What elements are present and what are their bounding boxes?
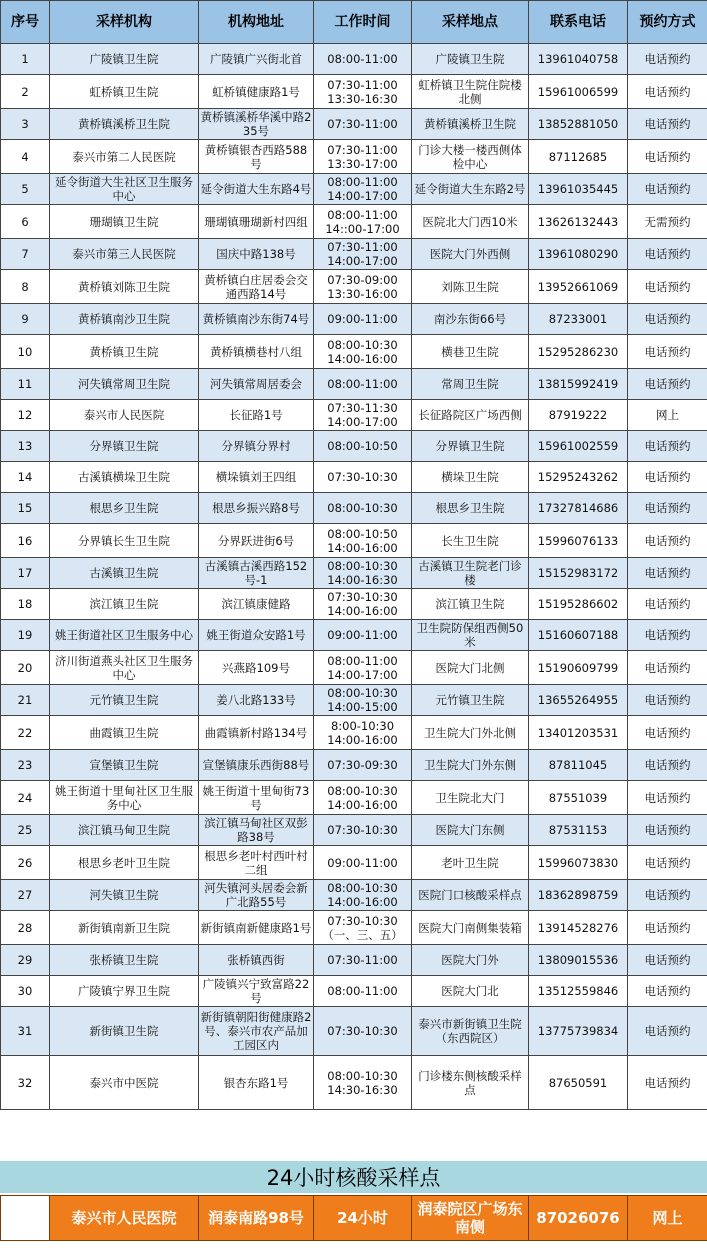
row-hours: 07:30-11:00 [314, 109, 412, 140]
row-hours: 08:00-10:30 [314, 493, 412, 524]
row-place: 横垛卫生院 [412, 462, 529, 493]
row-booking: 电话预约 [628, 911, 707, 945]
row-address: 姜八北路133号 [199, 685, 314, 716]
row-place: 广陵镇卫生院 [412, 44, 529, 75]
row-booking: 电话预约 [628, 1056, 707, 1110]
row-address: 根思乡振兴路8号 [199, 493, 314, 524]
table-row [1, 1056, 707, 1110]
row-phone: 15961002559 [529, 431, 628, 462]
row-no: 13 [1, 431, 50, 462]
row-phone: 13914528276 [529, 911, 628, 945]
row-phone: 15295286230 [529, 335, 628, 369]
table-row [1, 304, 707, 335]
table-row [1, 140, 707, 174]
header-place: 采样地点 [412, 1, 529, 44]
row-place: 医院大门北 [412, 976, 529, 1007]
row-no: 21 [1, 685, 50, 716]
row-phone: 87551039 [529, 781, 628, 815]
row-booking: 电话预约 [628, 174, 707, 205]
table-row [1, 781, 707, 815]
table-row [1, 880, 707, 911]
row-hours: 07:30-11:00 13:30-16:30 [314, 75, 412, 109]
table-body [1, 44, 707, 1110]
row-no: 18 [1, 589, 50, 620]
row-hours: 08:00-10:30 14:00-16:30 [314, 558, 412, 589]
row-place: 滨江镇卫生院 [412, 589, 529, 620]
row-address: 姚王街道十里甸街73号 [199, 781, 314, 815]
row-place: 门诊楼东侧核酸采样点 [412, 1056, 529, 1110]
row-address: 古溪镇古溪西路152号-1 [199, 558, 314, 589]
header-institution: 采样机构 [50, 1, 199, 44]
row-booking: 电话预约 [628, 369, 707, 400]
row-place: 长生卫生院 [412, 524, 529, 558]
table-row [1, 109, 707, 140]
row-hours: 08:00-11:00 14::00-17:00 [314, 205, 412, 239]
row-address: 延令街道大生东路4号 [199, 174, 314, 205]
row-address: 广陵镇广兴街北首 [199, 44, 314, 75]
row-address: 银杏东路1号 [199, 1056, 314, 1110]
row-phone: 15190609799 [529, 651, 628, 685]
row-hours: 07:30-10:30（一、三、五） [314, 911, 412, 945]
row-hours: 07:30-11:30 14:00-17:00 [314, 400, 412, 431]
row-place: 医院北大门西10米 [412, 205, 529, 239]
row-institution: 古溪镇横垛卫生院 [50, 462, 199, 493]
row-institution: 姚王街道十里甸社区卫生服务中心 [50, 781, 199, 815]
row-institution: 泰兴市第二人民医院 [50, 140, 199, 174]
header-hours: 工作时间 [314, 1, 412, 44]
table-row [1, 558, 707, 589]
highlight-row [1, 1196, 707, 1241]
row-address: 曲霞镇新村路134号 [199, 716, 314, 750]
row-booking: 电话预约 [628, 270, 707, 304]
table-row [1, 239, 707, 270]
row-address: 珊瑚镇珊瑚新村四组 [199, 205, 314, 239]
row-hours: 08:00-10:30 14:00-16:00 [314, 335, 412, 369]
row-hours: 09:00-11:00 [314, 304, 412, 335]
row-booking: 无需预约 [628, 205, 707, 239]
row-institution: 广陵镇宁界卫生院 [50, 976, 199, 1007]
row-institution: 延令街道大生社区卫生服务中心 [50, 174, 199, 205]
row-no: 16 [1, 524, 50, 558]
row-phone: 87919222 [529, 400, 628, 431]
row-address: 兴燕路109号 [199, 651, 314, 685]
row-place: 元竹镇卫生院 [412, 685, 529, 716]
row-address: 长征路1号 [199, 400, 314, 431]
row-institution: 泰兴市人民医院 [50, 400, 199, 431]
row-no: 5 [1, 174, 50, 205]
row-hours: 07:30-10:30 [314, 815, 412, 846]
row-institution: 新街镇南新卫生院 [50, 911, 199, 945]
row-place: 常周卫生院 [412, 369, 529, 400]
row-hours: 08:00-11:00 14:00-17:00 [314, 651, 412, 685]
row-hours: 07:30-11:00 13:30-17:00 [314, 140, 412, 174]
row-no: 10 [1, 335, 50, 369]
row-place: 医院大门外西侧 [412, 239, 529, 270]
row-place: 黄桥镇溪桥卫生院 [412, 109, 529, 140]
row-no: 29 [1, 945, 50, 976]
highlight-address: 润泰南路98号 [199, 1196, 314, 1241]
table-row [1, 493, 707, 524]
highlight-table [0, 1195, 707, 1241]
section-title: 24小时核酸采样点 [0, 1161, 707, 1193]
row-no: 31 [1, 1007, 50, 1056]
row-place: 泰兴市新街镇卫生院（东西院区） [412, 1007, 529, 1056]
row-no: 7 [1, 239, 50, 270]
table-row [1, 651, 707, 685]
row-place: 刘陈卫生院 [412, 270, 529, 304]
row-no: 4 [1, 140, 50, 174]
row-booking: 电话预约 [628, 620, 707, 651]
highlight-phone: 87026076 [529, 1196, 628, 1241]
table-row [1, 815, 707, 846]
row-address: 广陵镇兴宁致富路22号 [199, 976, 314, 1007]
row-booking: 电话预约 [628, 589, 707, 620]
row-hours: 07:30-11:00 14:00-17:00 [314, 239, 412, 270]
row-phone: 13961040758 [529, 44, 628, 75]
table-row [1, 846, 707, 880]
row-hours: 09:00-11:00 [314, 846, 412, 880]
row-address: 河失镇常周居委会 [199, 369, 314, 400]
row-phone: 18362898759 [529, 880, 628, 911]
table-row [1, 75, 707, 109]
row-hours: 08:00-11:00 [314, 44, 412, 75]
row-phone: 15152983172 [529, 558, 628, 589]
row-institution: 泰兴市第三人民医院 [50, 239, 199, 270]
row-institution: 古溪镇卫生院 [50, 558, 199, 589]
row-phone: 15160607188 [529, 620, 628, 651]
row-hours: 07:30-09:00 13:30-16:00 [314, 270, 412, 304]
row-phone: 15961006599 [529, 75, 628, 109]
row-institution: 河失镇常周卫生院 [50, 369, 199, 400]
row-address: 根思乡老叶村西叶村二组 [199, 846, 314, 880]
row-address: 黄桥镇南沙东街74号 [199, 304, 314, 335]
row-place: 古溪镇卫生院老门诊楼 [412, 558, 529, 589]
table-row [1, 524, 707, 558]
row-booking: 网上 [628, 400, 707, 431]
row-no: 26 [1, 846, 50, 880]
row-address: 黄桥镇白庄居委会交通西路14号 [199, 270, 314, 304]
row-no: 19 [1, 620, 50, 651]
table-row [1, 431, 707, 462]
row-address: 宣堡镇康乐西街88号 [199, 750, 314, 781]
row-hours: 08:00-11:00 [314, 369, 412, 400]
row-place: 医院大门东侧 [412, 815, 529, 846]
row-institution: 虹桥镇卫生院 [50, 75, 199, 109]
row-booking: 电话预约 [628, 304, 707, 335]
row-booking: 电话预约 [628, 651, 707, 685]
row-place: 虹桥镇卫生院住院楼北侧 [412, 75, 529, 109]
row-institution: 广陵镇卫生院 [50, 44, 199, 75]
row-address: 滨江镇康健路 [199, 589, 314, 620]
row-phone: 17327814686 [529, 493, 628, 524]
header-address: 机构地址 [199, 1, 314, 44]
row-institution: 根思乡卫生院 [50, 493, 199, 524]
row-phone: 87531153 [529, 815, 628, 846]
table-row [1, 716, 707, 750]
row-place: 老叶卫生院 [412, 846, 529, 880]
row-phone: 13961080290 [529, 239, 628, 270]
table-row [1, 270, 707, 304]
row-institution: 滨江镇马甸卫生院 [50, 815, 199, 846]
row-institution: 滨江镇卫生院 [50, 589, 199, 620]
highlight-institution: 泰兴市人民医院 [50, 1196, 199, 1241]
row-booking: 电话预约 [628, 716, 707, 750]
row-booking: 电话预约 [628, 524, 707, 558]
row-address: 滨江镇马甸社区双彭路38号 [199, 815, 314, 846]
row-place: 长征路院区广场西侧 [412, 400, 529, 431]
row-institution: 新街镇卫生院 [50, 1007, 199, 1056]
table-row [1, 44, 707, 75]
row-booking: 电话预约 [628, 781, 707, 815]
row-place: 根思乡卫生院 [412, 493, 529, 524]
row-no: 17 [1, 558, 50, 589]
row-address: 姚王街道众安路1号 [199, 620, 314, 651]
row-institution: 根思乡老叶卫生院 [50, 846, 199, 880]
row-no: 2 [1, 75, 50, 109]
table-row [1, 369, 707, 400]
row-no: 3 [1, 109, 50, 140]
row-phone: 13626132443 [529, 205, 628, 239]
row-place: 南沙东街66号 [412, 304, 529, 335]
row-institution: 姚王街道社区卫生服务中心 [50, 620, 199, 651]
row-place: 医院大门外 [412, 945, 529, 976]
row-no: 8 [1, 270, 50, 304]
row-address: 分界镇分界村 [199, 431, 314, 462]
row-phone: 13775739834 [529, 1007, 628, 1056]
row-no: 1 [1, 44, 50, 75]
row-no: 15 [1, 493, 50, 524]
row-phone: 87811045 [529, 750, 628, 781]
header-no: 序号 [1, 1, 50, 44]
row-place: 卫生院北大门 [412, 781, 529, 815]
row-phone: 15996076133 [529, 524, 628, 558]
row-no: 25 [1, 815, 50, 846]
row-hours: 08:00-10:50 [314, 431, 412, 462]
row-phone: 13852881050 [529, 109, 628, 140]
row-phone: 13512559846 [529, 976, 628, 1007]
row-institution: 元竹镇卫生院 [50, 685, 199, 716]
row-no: 28 [1, 911, 50, 945]
row-phone: 13401203531 [529, 716, 628, 750]
row-phone: 87650591 [529, 1056, 628, 1110]
row-institution: 济川街道燕头社区卫生服务中心 [50, 651, 199, 685]
row-no: 14 [1, 462, 50, 493]
row-hours: 08:00-10:50 14:00-16:00 [314, 524, 412, 558]
table-row [1, 620, 707, 651]
row-booking: 电话预约 [628, 140, 707, 174]
row-phone: 13809015536 [529, 945, 628, 976]
row-booking: 电话预约 [628, 462, 707, 493]
table-row [1, 205, 707, 239]
row-address: 张桥镇西街 [199, 945, 314, 976]
row-institution: 张桥镇卫生院 [50, 945, 199, 976]
row-booking: 电话预约 [628, 558, 707, 589]
row-hours: 08:00-10:30 14:00-16:00 [314, 880, 412, 911]
row-booking: 电话预约 [628, 976, 707, 1007]
row-phone: 15996073830 [529, 846, 628, 880]
row-place: 分界镇卫生院 [412, 431, 529, 462]
row-hours: 07:30-09:30 [314, 750, 412, 781]
table-row [1, 945, 707, 976]
row-place: 卫生院防保组西侧50米 [412, 620, 529, 651]
row-institution: 黄桥镇刘陈卫生院 [50, 270, 199, 304]
row-institution: 曲霞镇卫生院 [50, 716, 199, 750]
table-row [1, 400, 707, 431]
row-hours: 8:00-10:30 14:00-16:00 [314, 716, 412, 750]
row-institution: 黄桥镇卫生院 [50, 335, 199, 369]
table-row [1, 911, 707, 945]
row-place: 门诊大楼一楼西侧体检中心 [412, 140, 529, 174]
row-no: 30 [1, 976, 50, 1007]
row-place: 卫生院大门外北侧 [412, 716, 529, 750]
row-institution: 泰兴市中医院 [50, 1056, 199, 1110]
row-hours: 07:30-11:00 [314, 945, 412, 976]
highlight-booking: 网上 [628, 1196, 707, 1241]
table-row [1, 976, 707, 1007]
row-institution: 宣堡镇卫生院 [50, 750, 199, 781]
row-phone: 15195286602 [529, 589, 628, 620]
row-booking: 电话预约 [628, 335, 707, 369]
row-institution: 黄桥镇溪桥卫生院 [50, 109, 199, 140]
row-phone: 13655264955 [529, 685, 628, 716]
table-row [1, 750, 707, 781]
row-phone: 13961035445 [529, 174, 628, 205]
row-place: 横巷卫生院 [412, 335, 529, 369]
row-address: 黄桥镇横巷村八组 [199, 335, 314, 369]
row-booking: 电话预约 [628, 815, 707, 846]
row-phone: 87233001 [529, 304, 628, 335]
row-hours: 08:00-10:30 14:00-16:00 [314, 781, 412, 815]
row-institution: 珊瑚镇卫生院 [50, 205, 199, 239]
row-hours: 08:00-10:30 14:00-15:00 [314, 685, 412, 716]
row-no: 23 [1, 750, 50, 781]
row-booking: 电话预约 [628, 750, 707, 781]
header-phone: 联系电话 [529, 1, 628, 44]
table-row [1, 174, 707, 205]
row-institution: 河失镇卫生院 [50, 880, 199, 911]
row-booking: 电话预约 [628, 431, 707, 462]
row-hours: 08:00-11:00 14:00-17:00 [314, 174, 412, 205]
row-booking: 电话预约 [628, 1007, 707, 1056]
row-no: 20 [1, 651, 50, 685]
row-hours: 08:00-11:00 [314, 976, 412, 1007]
row-hours: 07:30-10:30 14:00-16:00 [314, 589, 412, 620]
row-booking: 电话预约 [628, 685, 707, 716]
table-row [1, 1007, 707, 1056]
row-no: 22 [1, 716, 50, 750]
row-address: 虹桥镇健康路1号 [199, 75, 314, 109]
row-booking: 电话预约 [628, 846, 707, 880]
row-place: 延令街道大生东路2号 [412, 174, 529, 205]
row-institution: 黄桥镇南沙卫生院 [50, 304, 199, 335]
row-place: 医院大门北侧 [412, 651, 529, 685]
row-hours: 08:00-10:30 14:30-16:30 [314, 1056, 412, 1110]
table-header-row [1, 1, 707, 44]
row-booking: 电话预约 [628, 880, 707, 911]
row-booking: 电话预约 [628, 109, 707, 140]
row-phone: 13952661069 [529, 270, 628, 304]
row-no: 6 [1, 205, 50, 239]
row-booking: 电话预约 [628, 493, 707, 524]
row-address: 新街镇南新健康路1号 [199, 911, 314, 945]
row-no: 24 [1, 781, 50, 815]
row-address: 国庆中路138号 [199, 239, 314, 270]
row-phone: 87112685 [529, 140, 628, 174]
table-row [1, 589, 707, 620]
row-hours: 09:00-11:00 [314, 620, 412, 651]
row-no: 9 [1, 304, 50, 335]
row-place: 医院门口核酸采样点 [412, 880, 529, 911]
row-place: 医院大门南侧集装箱 [412, 911, 529, 945]
row-booking: 电话预约 [628, 75, 707, 109]
row-no: 11 [1, 369, 50, 400]
row-institution: 分界镇卫生院 [50, 431, 199, 462]
row-place: 卫生院大门外东侧 [412, 750, 529, 781]
row-booking: 电话预约 [628, 945, 707, 976]
row-address: 黄桥镇银杏西路588号 [199, 140, 314, 174]
highlight-place: 润泰院区广场东南侧 [412, 1196, 529, 1241]
highlight-hours: 24小时 [314, 1196, 412, 1241]
highlight-blank-cell [1, 1196, 50, 1241]
row-address: 横垛镇刘王四组 [199, 462, 314, 493]
row-hours: 07:30-10:30 [314, 462, 412, 493]
header-booking: 预约方式 [628, 1, 707, 44]
row-phone: 13815992419 [529, 369, 628, 400]
row-no: 32 [1, 1056, 50, 1110]
row-no: 27 [1, 880, 50, 911]
table-row [1, 462, 707, 493]
row-address: 新街镇朝阳街健康路2号、泰兴市农产品加工园区内 [199, 1007, 314, 1056]
table-row [1, 335, 707, 369]
row-address: 河失镇河头居委会新广北路55号 [199, 880, 314, 911]
row-address: 分界跃进街6号 [199, 524, 314, 558]
row-phone: 15295243262 [529, 462, 628, 493]
row-institution: 分界镇长生卫生院 [50, 524, 199, 558]
row-booking: 电话预约 [628, 44, 707, 75]
row-no: 12 [1, 400, 50, 431]
table-row [1, 685, 707, 716]
row-booking: 电话预约 [628, 239, 707, 270]
row-hours: 07:30-10:30 [314, 1007, 412, 1056]
row-address: 黄桥镇溪桥华溪中路235号 [199, 109, 314, 140]
